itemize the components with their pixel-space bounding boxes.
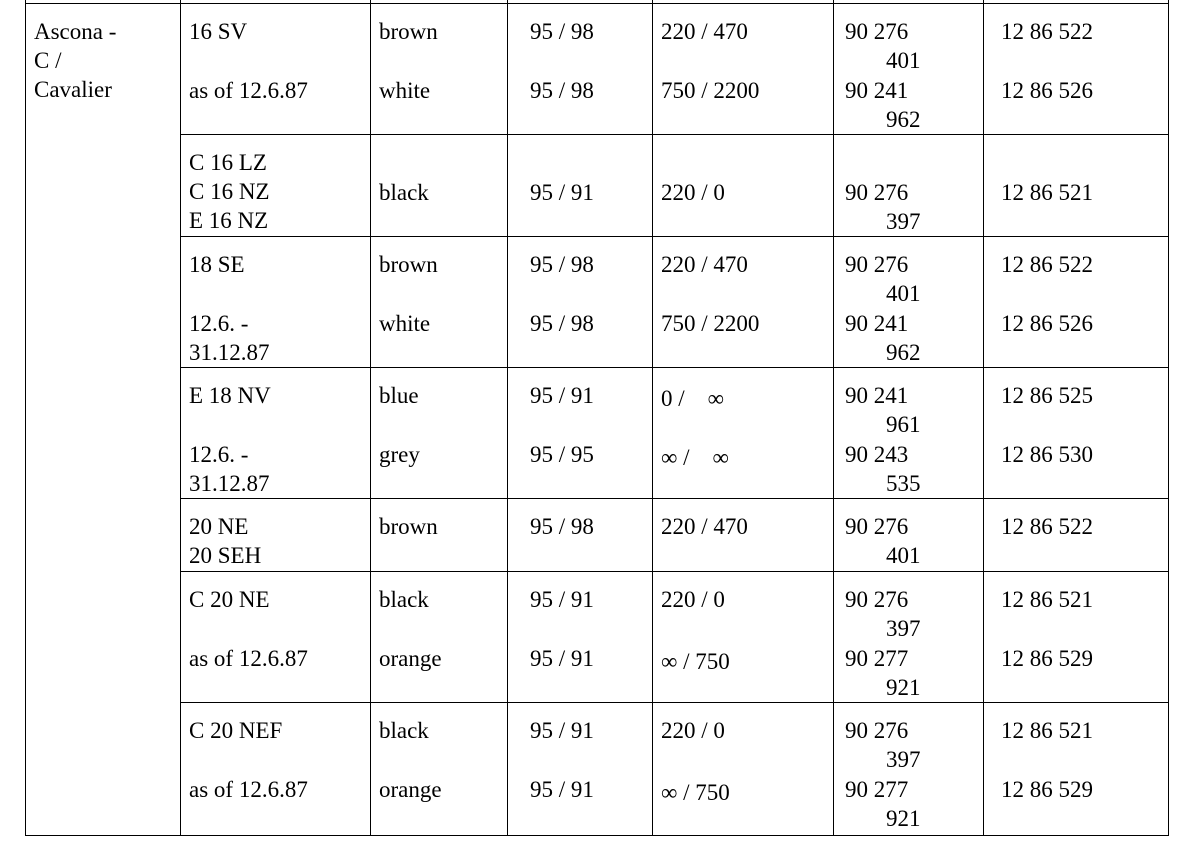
ratio-cell: 750 / 2200 (661, 78, 760, 103)
part-number-cell (845, 440, 921, 498)
part-number-suffix: 535 (886, 471, 921, 496)
model-name-line: C / (34, 48, 62, 73)
code-cell: 12 86 526 (1001, 78, 1093, 103)
variant-cell: as of 12.6.87 (189, 777, 308, 802)
part-number-cell (845, 178, 921, 236)
part-number-suffix: 921 (886, 806, 921, 831)
row-divider (180, 571, 1169, 572)
part-number-cell (845, 775, 921, 833)
variant-line: 31.12.87 (189, 471, 270, 496)
part-number-cell (845, 17, 921, 75)
part-number-cell (845, 644, 921, 702)
variant-cell: C 20 NEF (189, 718, 283, 743)
part-number-main: 90 276 (845, 514, 909, 539)
model-name-line: Ascona - (34, 19, 117, 44)
part-number-cell (845, 76, 921, 134)
variant-cell: E 18 NV (189, 383, 271, 408)
code-cell: 12 86 526 (1001, 311, 1093, 336)
color-cell: black (379, 718, 429, 743)
temp-cell: 95 / 98 (530, 252, 594, 277)
table-border-left (25, 0, 26, 836)
column-divider (507, 0, 508, 836)
part-number-cell (845, 250, 921, 308)
code-cell: 12 86 522 (1001, 514, 1093, 539)
ratio-cell: ∞ / 750 (661, 780, 730, 805)
color-cell: orange (379, 777, 442, 802)
temp-cell: 95 / 91 (530, 777, 594, 802)
variant-line: 12.6. - (189, 442, 249, 467)
variant-cell (189, 309, 270, 367)
part-number-suffix: 397 (886, 747, 921, 772)
part-number-main: 90 276 (845, 180, 909, 205)
part-number-main: 90 277 (845, 777, 909, 802)
ratio-cell: ∞ / 750 (661, 649, 730, 674)
part-number-cell (845, 716, 921, 774)
part-number-suffix: 397 (886, 616, 921, 641)
code-cell: 12 86 521 (1001, 718, 1093, 743)
temp-cell: 95 / 98 (530, 19, 594, 44)
row-divider (25, 3, 1169, 4)
part-number-main: 90 276 (845, 587, 909, 612)
part-number-cell (845, 309, 921, 367)
part-number-main: 90 241 (845, 78, 909, 103)
ratio-cell: 220 / 0 (661, 587, 725, 612)
ratio-cell: 0 / ∞ (661, 386, 725, 411)
temp-cell: 95 / 95 (530, 442, 594, 467)
variant-cell (189, 440, 270, 498)
code-cell: 12 86 521 (1001, 587, 1093, 612)
temp-cell: 95 / 98 (530, 514, 594, 539)
color-cell: white (379, 311, 431, 336)
temp-cell: 95 / 91 (530, 383, 594, 408)
model-name-line: Cavalier (34, 77, 112, 102)
temp-cell: 95 / 91 (530, 646, 594, 671)
variant-cell: 18 SE (189, 252, 245, 277)
variant-line: C 16 LZ (189, 150, 267, 175)
part-number-suffix: 401 (886, 543, 921, 568)
variant-cell: 16 SV (189, 19, 248, 44)
variant-line: C 16 NZ (189, 179, 270, 204)
part-number-main: 90 241 (845, 383, 909, 408)
model-name (34, 17, 116, 104)
variant-cell: as of 12.6.87 (189, 646, 308, 671)
part-number-cell (845, 381, 921, 439)
temp-cell: 95 / 98 (530, 311, 594, 336)
code-cell: 12 86 522 (1001, 19, 1093, 44)
color-cell: white (379, 78, 431, 103)
row-divider (180, 134, 1169, 135)
row-divider (180, 702, 1169, 703)
ratio-cell: 750 / 2200 (661, 311, 760, 336)
code-cell: 12 86 529 (1001, 646, 1093, 671)
temp-cell: 95 / 91 (530, 718, 594, 743)
ratio-cell: 220 / 470 (661, 514, 748, 539)
part-number-main: 90 241 (845, 311, 909, 336)
ratio-cell: 220 / 0 (661, 718, 725, 743)
part-number-suffix: 962 (886, 340, 921, 365)
code-cell: 12 86 521 (1001, 180, 1093, 205)
code-cell: 12 86 529 (1001, 777, 1093, 802)
column-divider (652, 0, 653, 836)
part-number-main: 90 276 (845, 19, 909, 44)
temp-cell: 95 / 98 (530, 78, 594, 103)
row-divider (180, 367, 1169, 368)
part-number-cell (845, 512, 921, 570)
color-cell: brown (379, 252, 438, 277)
variant-line: E 16 NZ (189, 208, 269, 233)
ratio-cell: 220 / 0 (661, 180, 725, 205)
variant-cell: as of 12.6.87 (189, 78, 308, 103)
part-number-suffix: 962 (886, 107, 921, 132)
code-cell: 12 86 522 (1001, 252, 1093, 277)
table-border-right (1168, 0, 1169, 836)
variant-line: 20 NE (189, 514, 249, 539)
part-number-main: 90 276 (845, 252, 909, 277)
part-number-main: 90 243 (845, 442, 909, 467)
row-divider (180, 236, 1169, 237)
column-divider (833, 0, 834, 836)
column-divider (180, 0, 181, 836)
part-number-suffix: 921 (886, 675, 921, 700)
variant-cell (189, 148, 270, 235)
color-cell: brown (379, 19, 438, 44)
color-cell: grey (379, 442, 420, 467)
color-cell: blue (379, 383, 419, 408)
part-number-main: 90 277 (845, 646, 909, 671)
variant-line: 12.6. - (189, 311, 249, 336)
part-number-suffix: 401 (886, 281, 921, 306)
table-border-bottom (25, 835, 1169, 836)
row-divider (180, 498, 1169, 499)
part-number-cell (845, 585, 921, 643)
ratio-cell: ∞ / ∞ (661, 445, 729, 470)
column-divider (370, 0, 371, 836)
ratio-cell: 220 / 470 (661, 252, 748, 277)
ratio-cell: 220 / 470 (661, 19, 748, 44)
variant-cell: C 20 NE (189, 587, 270, 612)
variant-line: 20 SEH (189, 543, 262, 568)
color-cell: orange (379, 646, 442, 671)
color-cell: black (379, 587, 429, 612)
part-number-suffix: 961 (886, 412, 921, 437)
variant-line: 31.12.87 (189, 340, 270, 365)
code-cell: 12 86 530 (1001, 442, 1093, 467)
variant-cell (189, 512, 261, 570)
temp-cell: 95 / 91 (530, 587, 594, 612)
part-number-suffix: 397 (886, 209, 921, 234)
code-cell: 12 86 525 (1001, 383, 1093, 408)
color-cell: brown (379, 514, 438, 539)
part-number-suffix: 401 (886, 48, 921, 73)
color-cell: black (379, 180, 429, 205)
column-divider (983, 0, 984, 836)
temp-cell: 95 / 91 (530, 180, 594, 205)
part-number-main: 90 276 (845, 718, 909, 743)
